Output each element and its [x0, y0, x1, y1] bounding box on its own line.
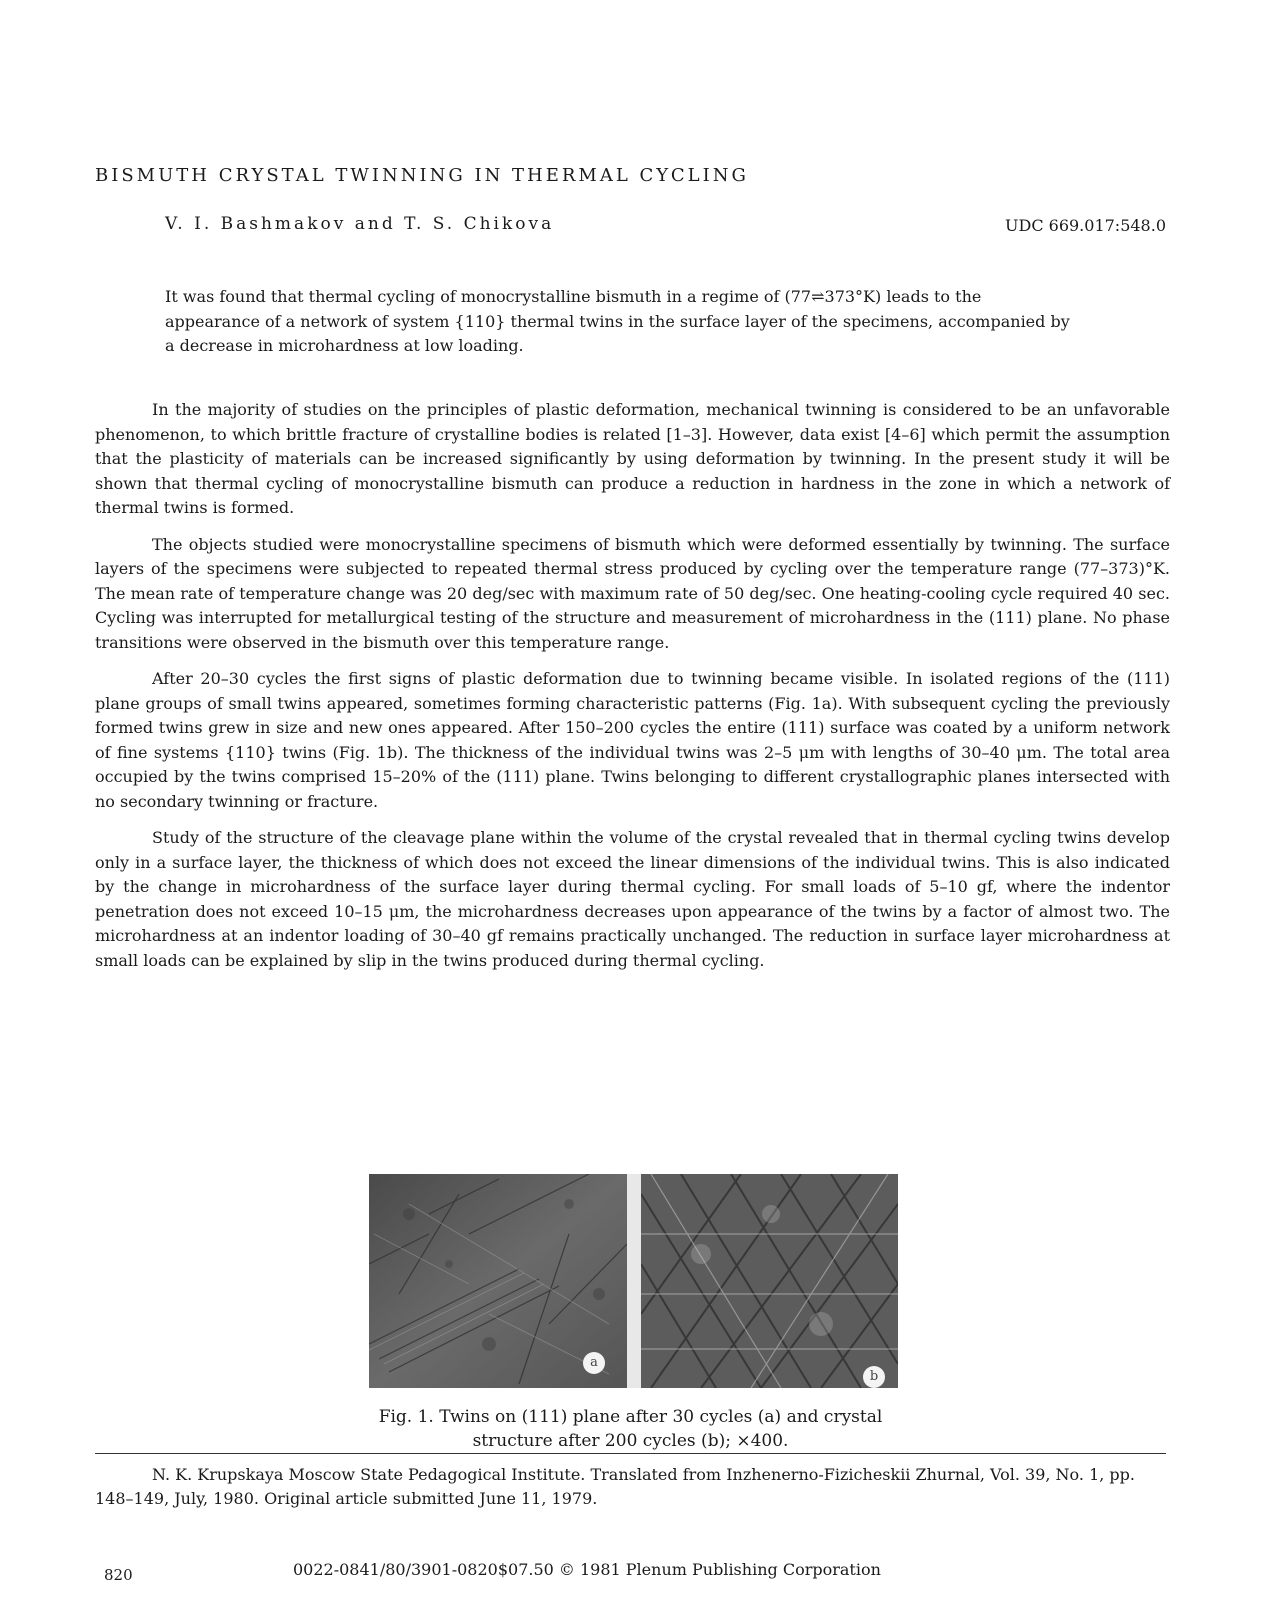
page-number: 820: [104, 1566, 133, 1584]
body-paragraph-3: After 20–30 cycles the first signs of plastic deformation due to twinning became visible. In isolated regions of the (111) plane groups of small twins appeared, sometimes forming characteristic patterns (Fig. 1a). With subsequent cycling the previously formed twins grew in size and new ones appeared. After 150–200 cycles the entire (111) surface was coated by a uniform network of fine systems {110} twins (Fig. 1b). The thickness of the individual twins was 2–5 μm with lengths of 30–40 μm. The total area occupied by the twins comprised 15–20% of the (111) plane. Twins belonging to different crystallographic planes intersected with no secondary twinning or fracture.: [95, 669, 1170, 811]
panel-label-b: b: [863, 1366, 885, 1388]
article-body: [95, 398, 1170, 985]
article-authors: V. I. Bashmakov and T. S. Chikova: [165, 214, 555, 234]
figure-caption: [300, 1405, 961, 1453]
panel-label-a: a: [583, 1352, 605, 1374]
udc-code: UDC 669.017:548.0: [1005, 216, 1166, 235]
micrograph-a: [369, 1174, 627, 1388]
figure-1: [369, 1174, 898, 1388]
caption-line-1: Fig. 1. Twins on (111) plane after 30 cycles (a) and crystal: [378, 1407, 883, 1427]
footnote-rule: [95, 1453, 1166, 1454]
micrograph-b: [641, 1174, 898, 1388]
footnote-text: N. K. Krupskaya Moscow State Pedagogical Institute. Translated from Inzhenerno-Fizicheskii Zhurnal, Vol. 39, No. 1, pp. 148–149, July, 1980. Original article submitted June 11, 1979.: [95, 1465, 1135, 1508]
body-paragraph-1: In the majority of studies on the principles of plastic deformation, mechanical twinning is considered to be an unfavorable phenomenon, to which brittle fracture of crystalline bodies is related [1–3]. However, data exist [4–6] which permit the assumption that the plasticity of materials can be increased significantly by using deformation by twinning. In the present study it will be shown that thermal cycling of monocrystalline bismuth can produce a reduction in hardness in the zone in which a network of thermal twins is formed.: [95, 400, 1170, 517]
body-paragraph-2: The objects studied were monocrystalline specimens of bismuth which were deformed essentially by twinning. The surface layers of the specimens were subjected to repeated thermal stress produced by cycling over the temperature range (77–373)°K. The mean rate of temperature change was 20 deg/sec with maximum rate of 50 deg/sec. One heating-cooling cycle required 40 sec. Cycling was interrupted for metallurgical testing of the structure and measurement of microhardness in the (111) plane. No phase transitions were observed in the bismuth over this temperature range.: [95, 534, 1170, 652]
article-title: BISMUTH CRYSTAL TWINNING IN THERMAL CYCLING: [95, 165, 749, 186]
footnote: [95, 1463, 1170, 1511]
figure-divider: [627, 1174, 641, 1388]
body-paragraph-4: Study of the structure of the cleavage plane within the volume of the crystal revealed that in thermal cycling twins develop only in a surface layer, the thickness of which does not exceed the linear dimensions of the individual twins. This is also indicated by the change in microhardness of the surface layer during thermal cycling. For small loads of 5–10 gf, where the indentor penetration does not exceed 10–15 μm, the microhardness decreases upon appearance of the twins by a factor of almost two. The microhardness at an indentor loading of 30–40 gf remains practically unchanged. The reduction in surface layer microhardness at small loads can be explained by slip in the twins produced during thermal cycling.: [95, 828, 1170, 970]
abstract: It was found that thermal cycling of monocrystalline bismuth in a regime of (77⇌373°K) leads to the appearance of a network of system {110} thermal twins in the surface layer of the specimens, accompanied by a decrease in microhardness at low loading.: [165, 287, 1070, 355]
caption-line-2: structure after 200 cycles (b); ×400.: [472, 1431, 789, 1451]
copyright-line: 0022-0841/80/3901-0820$07.50 © 1981 Plenum Publishing Corporation: [293, 1560, 881, 1579]
